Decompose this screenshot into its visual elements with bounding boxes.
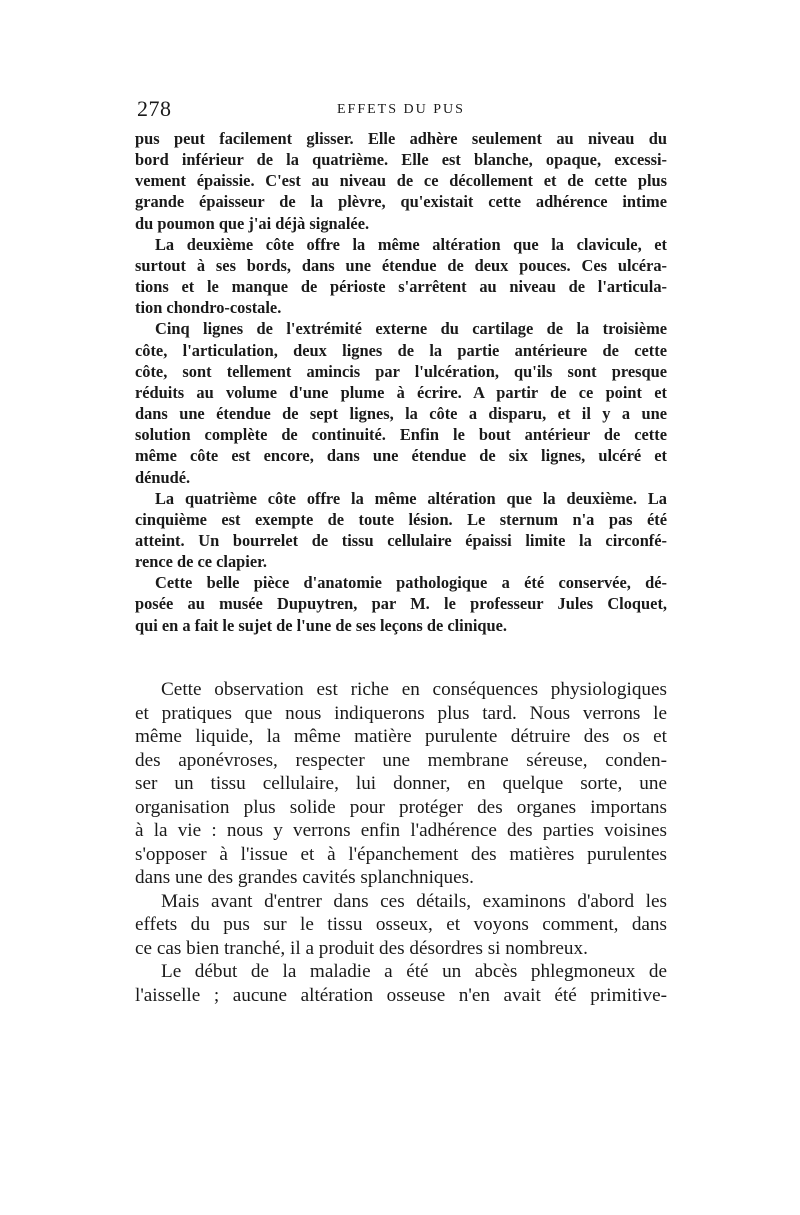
paragraph — [135, 678, 667, 890]
page-header — [137, 96, 667, 126]
text-line: tion chondro-costale. — [135, 298, 282, 318]
text-line: qui en a fait le sujet de l'une de ses leçons de clinique. — [135, 615, 507, 635]
running-title: EFFETS DU PUS — [337, 102, 465, 117]
main-text — [135, 678, 667, 1007]
text-line: atteint. Un bourrelet de tissu cellulaire épaissi limite la circonfé- — [135, 530, 667, 550]
text-line: Cette belle pièce d'anatomie pathologique a été conservée, dé- — [155, 573, 667, 593]
text-line: Le début de la maladie a été un abcès phlegmoneux de — [161, 961, 667, 982]
text-line: dénudé. — [135, 467, 191, 487]
paragraph — [135, 128, 667, 234]
text-line: La deuxième côte offre la même altération que la clavicule, et — [155, 234, 667, 254]
observation-notes — [135, 128, 667, 636]
paragraph — [135, 318, 667, 487]
text-line: réduits au volume d'une plume à écrire. A partir de ce point et — [135, 382, 667, 402]
text-line: cinquième est exempte de toute lésion. Le sternum n'a pas été — [135, 509, 667, 529]
text-line: rence de ce clapier. — [135, 552, 267, 572]
text-line: des aponévroses, respecter une membrane séreuse, conden- — [135, 749, 667, 771]
text-line: tions et le manque de périoste s'arrêtent au niveau de l'articula- — [135, 277, 667, 297]
text-line: Cette observation est riche en conséquences physiologiques — [161, 679, 667, 700]
text-line: solution complète de continuité. Enfin le bout antérieur de cette — [135, 425, 667, 445]
text-line: ser un tissu cellulaire, lui donner, en quelque sorte, une — [135, 773, 667, 794]
text-line: dans une des grandes cavités splanchniques. — [135, 867, 474, 888]
text-line: Cinq lignes de l'extrémité externe du cartilage de la troisième — [155, 319, 667, 339]
text-line: surtout à ses bords, dans une étendue de deux pouces. Ces ulcéra- — [135, 255, 667, 275]
text-line: organisation plus solide pour protéger des organes importans — [135, 796, 667, 818]
text-line: bord inférieur de la quatrième. Elle est blanche, opaque, excessi- — [135, 150, 667, 170]
text-line: posée au musée Dupuytren, par M. le professeur Jules Cloquet, — [135, 594, 667, 614]
text-line: effets du pus sur le tissu osseux, et voyons comment, dans — [135, 914, 667, 935]
paragraph — [135, 234, 667, 319]
text-line: pus peut facilement glisser. Elle adhère seulement au niveau du — [135, 129, 667, 148]
text-line: La quatrième côte offre la même altération que la deuxième. La — [155, 488, 667, 508]
paragraph — [135, 890, 667, 961]
text-line: Mais avant d'entrer dans ces détails, examinons d'abord les — [161, 890, 667, 912]
text-line: même côte est encore, dans une étendue de six lignes, ulcéré et — [135, 446, 667, 466]
paragraph — [135, 488, 667, 573]
text-line: à la vie : nous y verrons enfin l'adhérence des parties voisines — [135, 820, 667, 841]
text-line: dans une étendue de sept lignes, la côte a disparu, et il y a une — [135, 404, 667, 424]
text-line: même liquide, la même matière purulente détruire des os et — [135, 726, 667, 747]
paragraph — [135, 960, 667, 1007]
text-line: s'opposer à l'issue et à l'épanchement des matières purulentes — [135, 843, 667, 865]
text-line: ce cas bien tranché, il a produit des désordres si nombreux. — [135, 937, 588, 959]
text-line: du poumon que j'ai déjà signalée. — [135, 213, 370, 233]
text-line: grande épaisseur de la plèvre, qu'existait cette adhérence intime — [135, 192, 667, 212]
page-number: 278 — [137, 96, 172, 121]
text-line: côte, sont tellement amincis par l'ulcération, qu'ils sont presque — [135, 361, 667, 381]
text-line: vement épaissie. C'est au niveau de ce décollement et de cette plus — [135, 171, 667, 191]
paragraph — [135, 572, 667, 635]
text-line: côte, l'articulation, deux lignes de la partie antérieure de cette — [135, 340, 667, 360]
text-line: et pratiques que nous indiquerons plus tard. Nous verrons le — [135, 702, 667, 724]
text-line: l'aisselle ; aucune altération osseuse n'en avait été primitive- — [135, 984, 667, 1006]
